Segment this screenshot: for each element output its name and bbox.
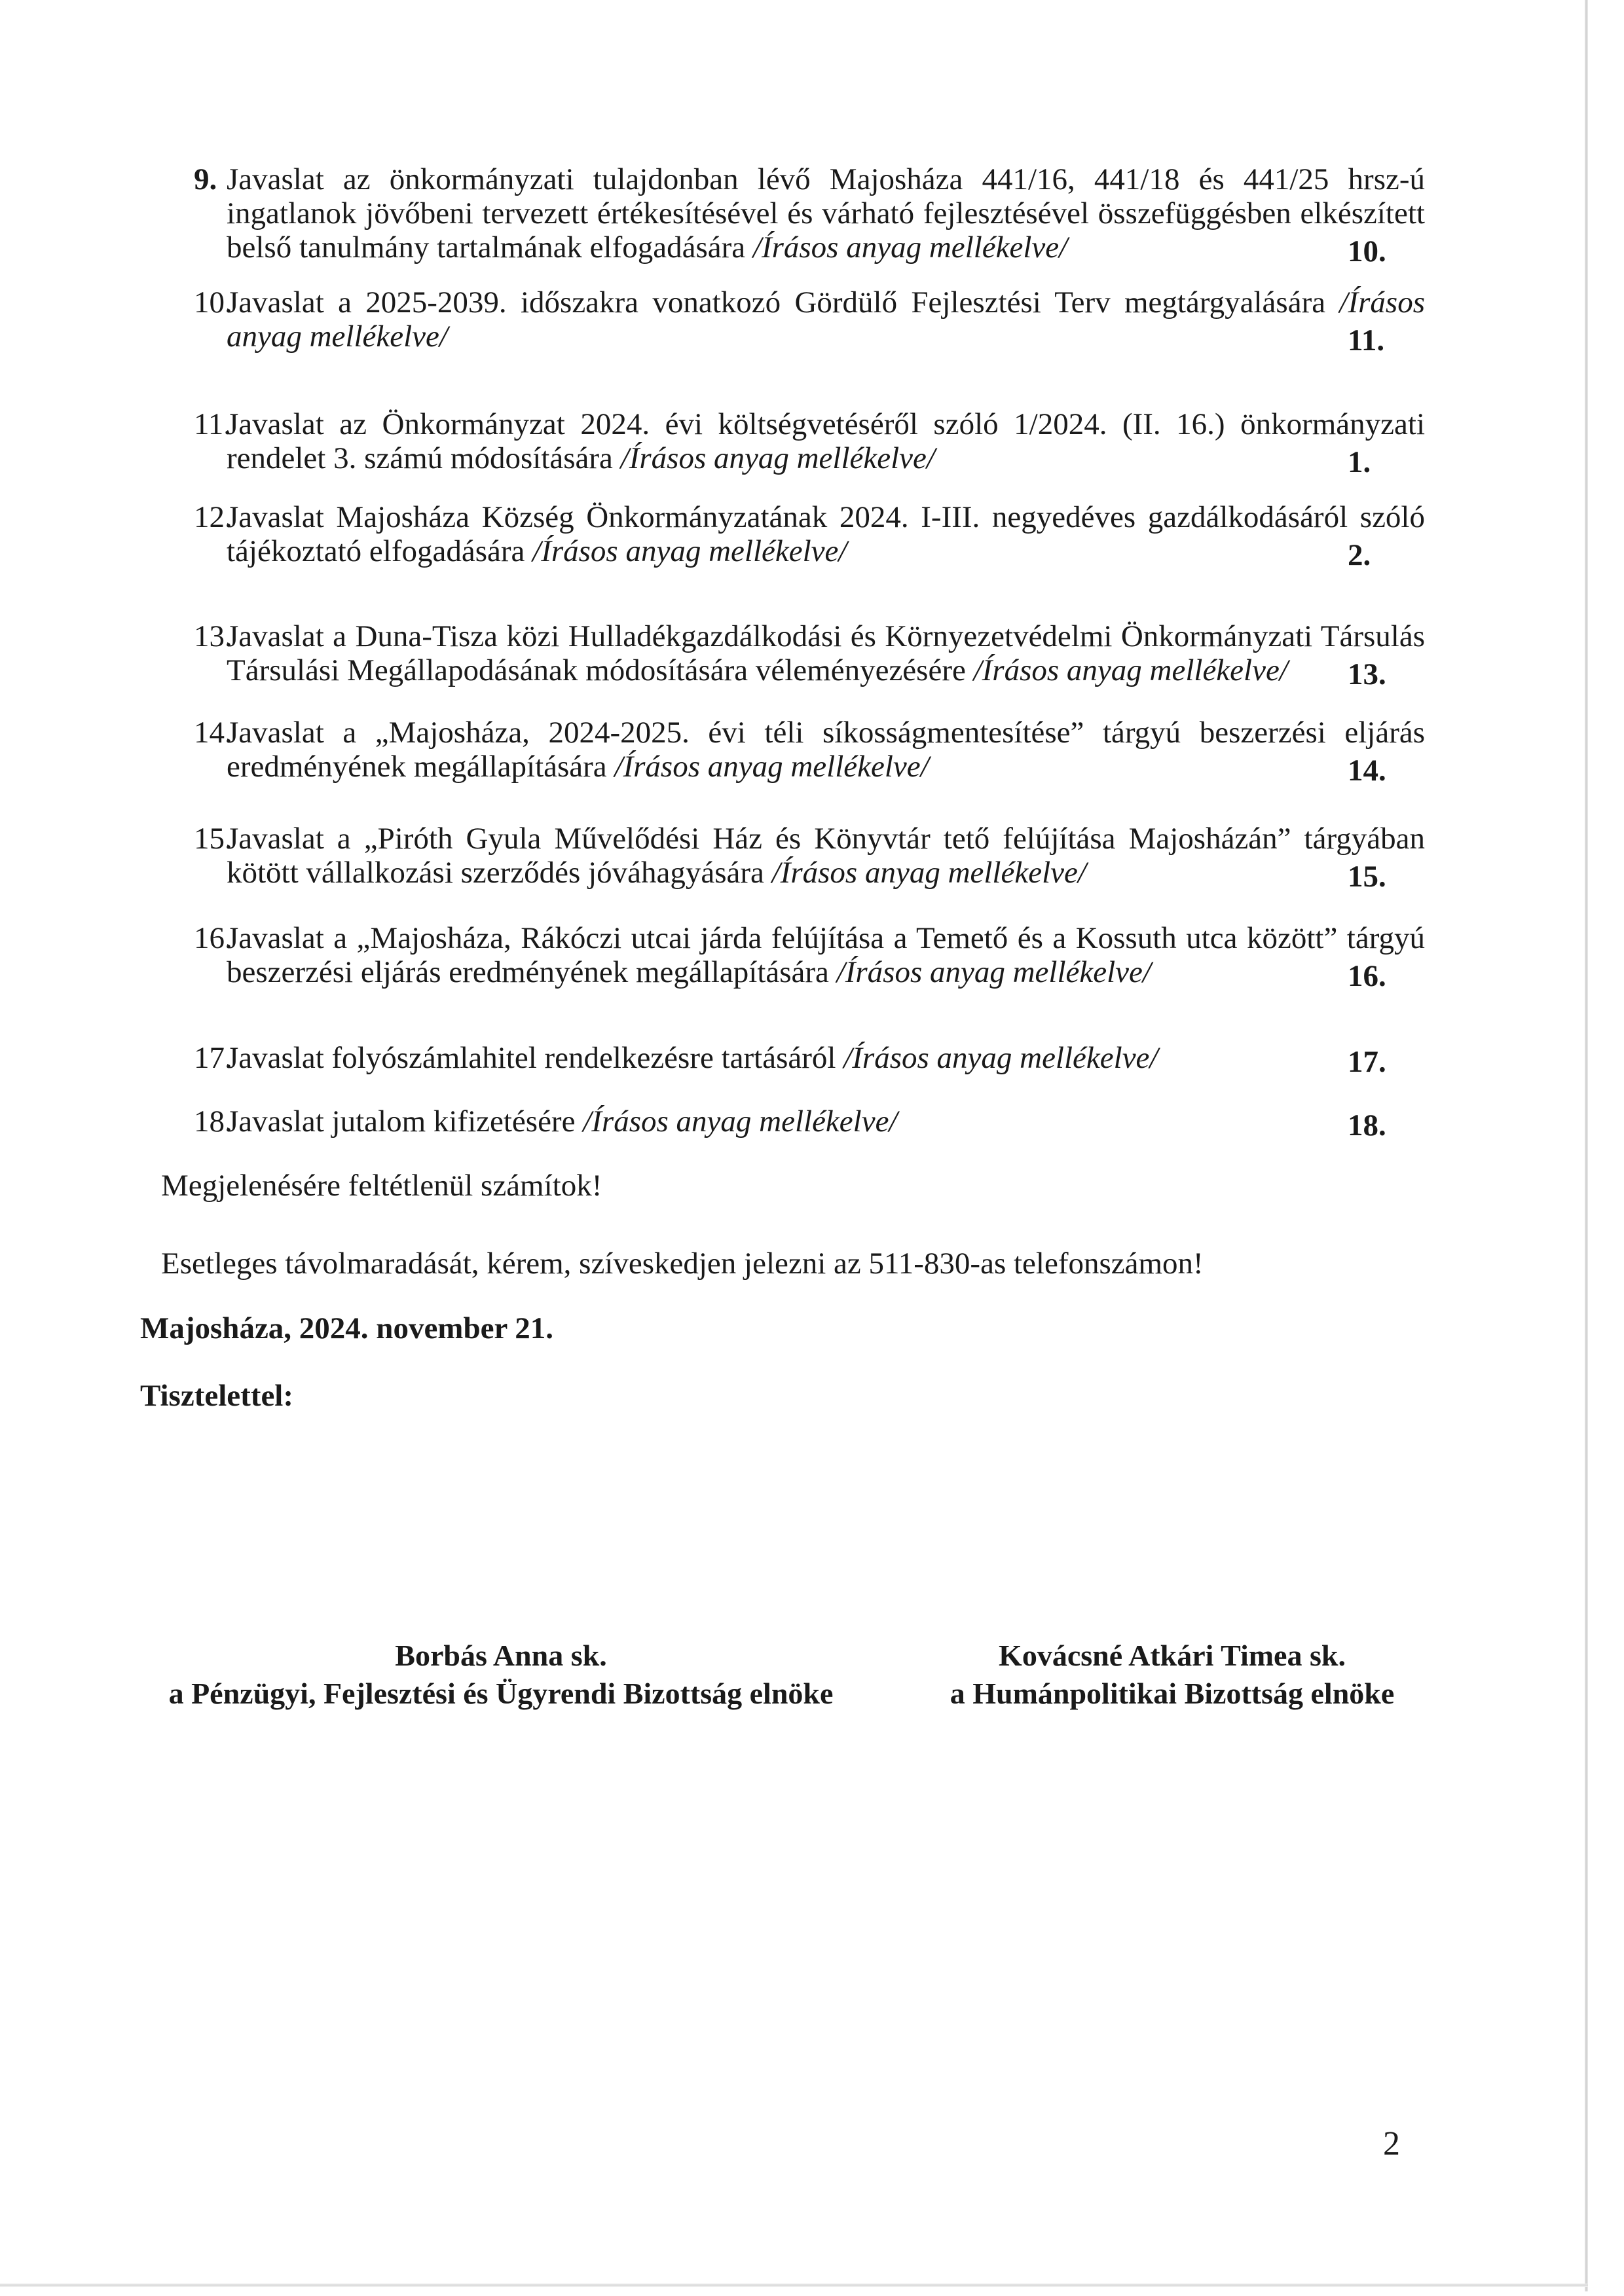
item-ref-number: 11. [1348, 323, 1385, 357]
agenda-item [194, 407, 1425, 479]
signature-block-right [936, 1637, 1408, 1713]
signatory-name: Borbás Anna sk. [395, 1639, 607, 1672]
item-number: 18. [194, 1104, 232, 1139]
attachment-note: /Írásos anyag mellékelve/ [973, 653, 1288, 687]
item-number: 13. [194, 619, 232, 653]
item-ref-number: 16. [1348, 959, 1386, 993]
attachment-note: /Írásos anyag mellékelve/ [583, 1104, 898, 1139]
signatory-title: a Pénzügyi, Fejlesztési és Ügyrendi Bizottság elnöke [168, 1677, 834, 1710]
item-text: Javaslat folyószámlahitel rendelkezésre tartásáról [227, 1041, 844, 1075]
attendance-request: Megjelenésére feltétlenül számítok! [161, 1169, 602, 1203]
item-text: Javaslat az önkormányzati tulajdonban lévő Majosháza 441/16, 441/18 és 441/25 hrsz-ú ingatlanok jövőbeni tervezett értékesítésével és várható fejlesztésével összefüggésben elkészített belső tanulmány tartalmának elfogadására [227, 162, 1425, 264]
scan-edge-vertical [1585, 0, 1588, 2291]
item-ref-number: 17. [1348, 1045, 1386, 1079]
item-number: 12. [194, 500, 232, 534]
absence-notice: Esetleges távolmaradását, kérem, szíveskedjen jelezni az 511-830-as telefonszámon! [161, 1247, 1204, 1281]
item-text: Javaslat az Önkormányzat 2024. évi költségvetéséről szóló 1/2024. (II. 16.) önkormányzati rendelet 3. számú módosítására [227, 407, 1425, 475]
attachment-note: /Írásos anyag mellékelve/ [227, 285, 1425, 354]
item-number: 10. [194, 285, 232, 319]
attachment-note: /Írásos anyag mellékelve/ [614, 750, 929, 784]
item-number: 17. [194, 1041, 232, 1075]
agenda-item [194, 1104, 1425, 1142]
place-date: Majosháza, 2024. november 21. [140, 1311, 553, 1345]
agenda-item [194, 619, 1425, 691]
item-number: 16. [194, 921, 232, 955]
agenda-item [194, 822, 1425, 894]
agenda-item [194, 162, 1425, 268]
item-text: Javaslat a „Piróth Gyula Művelődési Ház és Könyvtár tető felújítása Majosházán” tárgyában kötött vállalkozási szerződés jóváhagyására [227, 822, 1425, 890]
item-number: 15. [194, 822, 232, 856]
attachment-note: /Írásos anyag mellékelve/ [752, 230, 1068, 264]
agenda-item [194, 285, 1425, 357]
item-ref-number: 13. [1348, 657, 1386, 691]
item-ref-number: 2. [1348, 538, 1371, 572]
item-ref-number: 18. [1348, 1108, 1386, 1142]
item-ref-number: 14. [1348, 754, 1386, 788]
item-text: Javaslat Majosháza Község Önkormányzatának 2024. I-III. negyedéves gazdálkodásáról szóló tájékoztató elfogadására [227, 500, 1425, 568]
item-text: Javaslat a Duna-Tisza közi Hulladékgazdálkodási és Környezetvédelmi Önkormányzati Társulás Társulási Megállapodásának módosítására véleményezésére [227, 619, 1425, 687]
attachment-note: /Írásos anyag mellékelve/ [836, 955, 1151, 989]
item-ref-number: 10. [1348, 234, 1386, 268]
scan-edge-horizontal [0, 2284, 1588, 2287]
item-ref-number: 15. [1348, 860, 1386, 894]
page-number: 2 [1383, 2125, 1400, 2162]
signature-block-left [164, 1637, 838, 1713]
agenda-item [194, 921, 1425, 993]
item-text: Javaslat a „Majosháza, Rákóczi utcai járda felújítása a Temető és a Kossuth utca között” tárgyú beszerzési eljárás eredményének megállapítására [227, 921, 1425, 989]
item-number: 9. [194, 162, 217, 196]
greeting: Tisztelettel: [140, 1379, 294, 1413]
item-text: Javaslat a „Majosháza, 2024-2025. évi téli síkosságmentesítése” tárgyú beszerzési eljárás eredményének megállapítására [227, 716, 1425, 784]
attachment-note: /Írásos anyag mellékelve/ [843, 1041, 1158, 1075]
signatory-name: Kovácsné Atkári Timea sk. [999, 1639, 1346, 1672]
agenda-item [194, 500, 1425, 572]
attachment-note: /Írásos anyag mellékelve/ [620, 441, 935, 475]
agenda-item [194, 1041, 1425, 1079]
item-number: 14. [194, 716, 232, 750]
signatory-title: a Humánpolitikai Bizottság elnöke [950, 1677, 1395, 1710]
item-ref-number: 1. [1348, 445, 1371, 479]
attachment-note: /Írásos anyag mellékelve/ [532, 534, 847, 568]
item-number: 11. [194, 407, 232, 441]
item-text: Javaslat a 2025-2039. időszakra vonatkozó Gördülő Fejlesztési Terv megtárgyalására [227, 285, 1340, 319]
agenda-item [194, 716, 1425, 788]
attachment-note: /Írásos anyag mellékelve/ [771, 856, 1086, 890]
item-text: Javaslat jutalom kifizetésére [227, 1104, 583, 1139]
